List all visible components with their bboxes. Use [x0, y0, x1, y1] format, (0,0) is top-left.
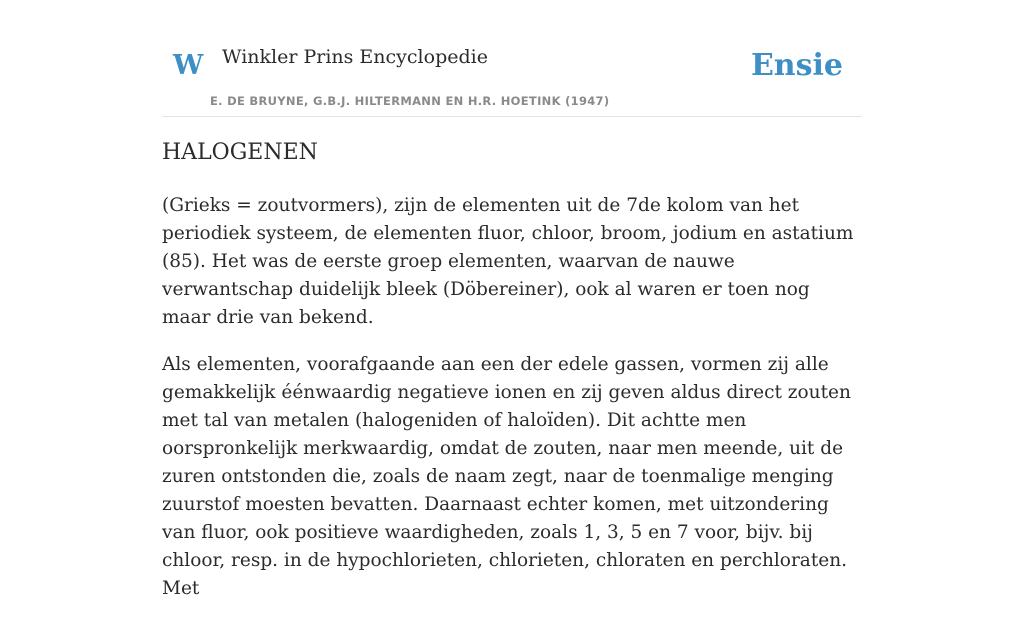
authors-line: E. DE BRUYNE, G.B.J. HILTERMANN EN H.R. HOETINK (1947) — [210, 94, 610, 108]
header — [162, 0, 862, 117]
publication-logo[interactable]: W — [173, 50, 204, 81]
entry-title: HALOGENEN — [162, 140, 318, 165]
article-paragraph: (Grieks = zoutvormers), zijn de elementen uit de 7de kolom van het periodiek systeem, de elementen fluor, chloor, broom, jodium en astatium (85). Het was de eerste groep elementen, waarvan de nauwe verwantschap duidelijk bleek (Döbereiner), ook al waren er toen nog maar drie van bekend. — [162, 195, 854, 328]
brand-logo[interactable]: Ensie — [750, 48, 843, 83]
book-title[interactable]: Winkler Prins Encyclopedie — [222, 46, 488, 68]
article-paragraph: Als elementen, voorafgaande aan een der edele gassen, vormen zij alle gemakkelijk éénwaardig negatieve ionen en zij geven aldus direct zouten met tal van metalen (halogeniden of haloïden). Dit achtte men oorspronkelijk merkwaardig, omdat de zouten, naar men meende, uit de zuren ontstonden die, zoals de naam zegt, naar de toenmalige menging zuurstof moesten bevatten. Daarnaast echter komen, met uitzondering van fluor, ook positieve waardigheden, zoals 1, 3, 5 en 7 voor, bijv. bij chloor, resp. in de hypochlorieten, chlorieten, chloraten en perchloraten. Met — [162, 354, 851, 599]
article-body — [162, 192, 864, 622]
